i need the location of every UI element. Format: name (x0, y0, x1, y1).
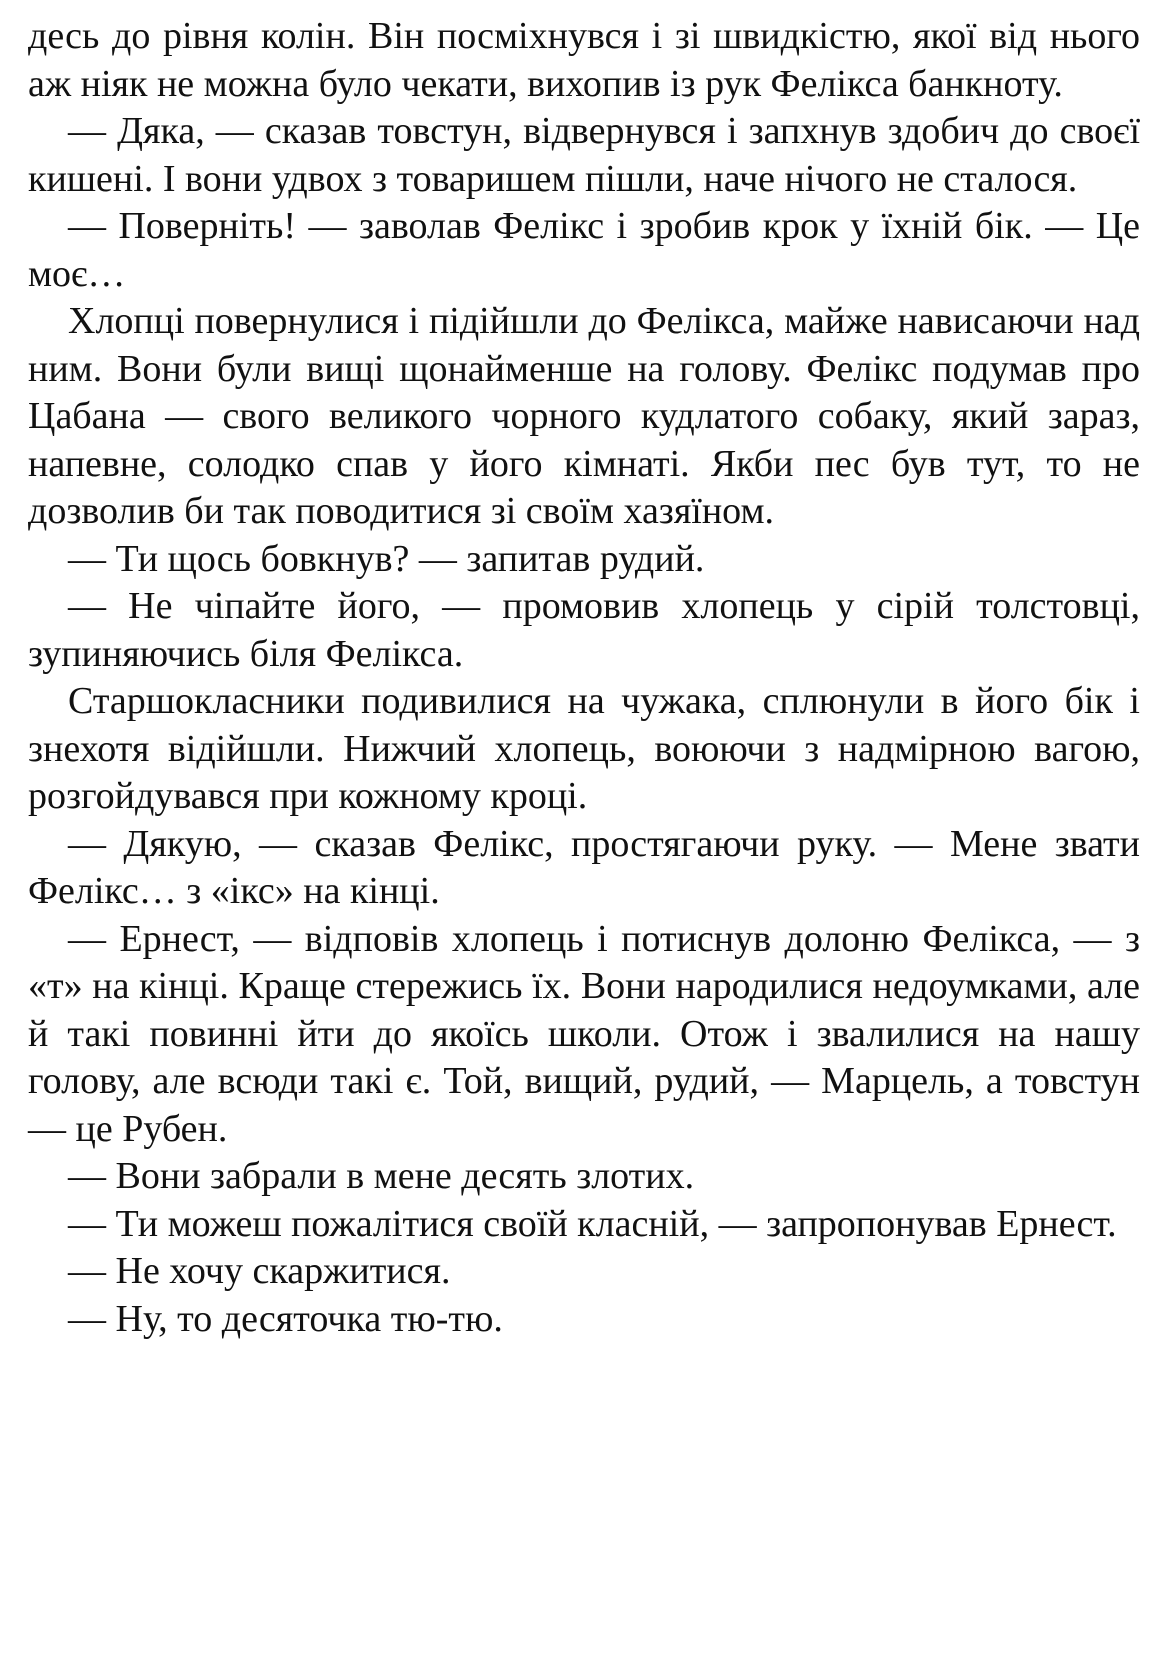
book-page (28, 13, 1140, 1343)
paragraph-4: Хлопці повернулися і підійшли до Фелікса, майже нависаючи над ним. Вони були вищі щонайменше на голову. Фелікс подумав про Цабана — свого великого чорного кудлатого собаку, який зараз, напевне, солодко спав у його кімнаті. Якби пес був тут, то не дозволив би так поводитися зі своїм хазяїном. (28, 300, 1140, 532)
paragraph-7: Старшокласники подивилися на чужака, сплюнули в його бік і знехотя відійшли. Нижчий хлопець, воюючи з надмірною вагою, розгойдувався при кожному кроці. (28, 680, 1140, 817)
paragraph-1: десь до рівня колін. Він посміхнувся і зі швидкістю, якої від нього аж ніяк не можна було чекати, вихопив із рук Фелікса банкноту. (28, 15, 1140, 105)
paragraph-11: — Ти можеш пожалітися своїй класній, — запропонував Ернест. (68, 1202, 1117, 1245)
paragraph-6: — Не чіпайте його, — промовив хлопець у сірій толстовці, зупиняючись біля Фелікса. (28, 585, 1140, 675)
paragraph-10: — Вони забрали в мене десять злотих. (68, 1155, 695, 1197)
paragraph-13: — Ну, то десяточка тю-тю. (68, 1297, 503, 1340)
paragraph-3: — Поверніть! — заволав Фелікс і зробив крок у їхній бік. — Це моє… (28, 205, 1140, 295)
paragraph-2: — Дяка, — сказав товстун, відвернувся і запхнув здобич до своєї кишені. І вони удвох з товаришем пішли, наче нічого не сталося. (28, 110, 1140, 200)
paragraph-12: — Не хочу скаржитися. (68, 1250, 451, 1292)
paragraph-8: — Дякую, — сказав Фелікс, простягаючи руку. — Мене звати Фелікс… з «ікс» на кінці. (28, 822, 1140, 912)
paragraph-5: — Ти щось бовкнув? — запитав рудий. (68, 537, 705, 580)
paragraph-9: — Ернест, — відповів хлопець і потиснув долоню Фелікса, — з «т» на кінці. Краще стережись їх. Вони народилися недоумками, але й такі повинні йти до якоїсь школи. Отож і звалилися на нашу голову, але всюди такі є. Той, вищий, рудий, — Марцель, а товстун — це Рубен. (28, 917, 1140, 1150)
